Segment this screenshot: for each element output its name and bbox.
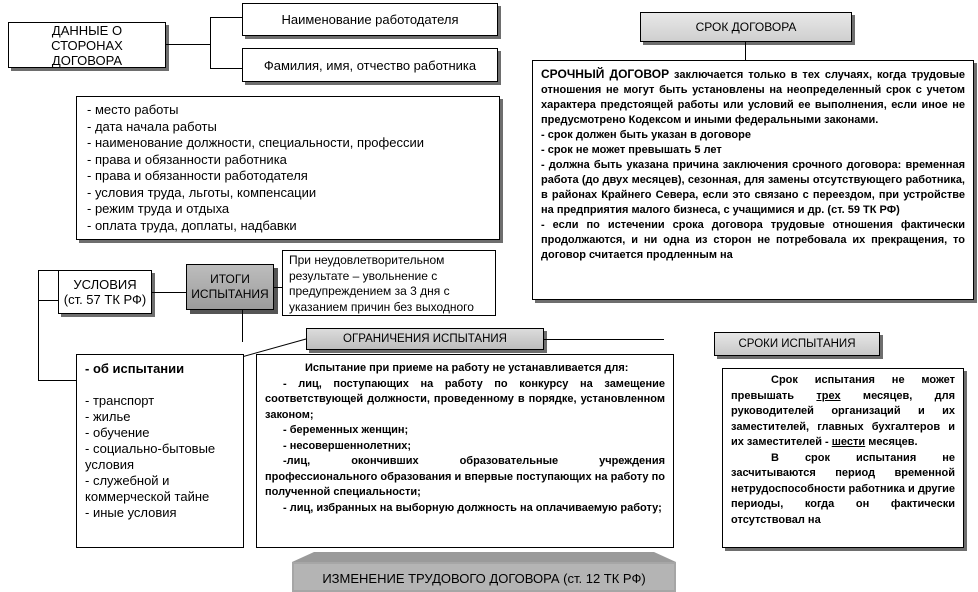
probation-limits-item: -лиц, окончивших образовательные учреждения профессионального образования и впервые поступающих на работу по полученной специальности; [265, 455, 665, 498]
employee-box [242, 48, 498, 82]
connector [544, 339, 664, 340]
probation-limits-item: - лиц, избранных на выборную должность на оплачиваемую работу; [283, 501, 662, 514]
other-conditions-box [76, 354, 244, 548]
probation-results-header [186, 264, 274, 310]
probation-results-title: ИТОГИ ИСПЫТАНИЯ [191, 272, 269, 301]
fixed-term-label: СРОЧНЫЙ ДОГОВОР [541, 67, 670, 81]
connector [38, 300, 58, 301]
contract-term-item: - если по истечении срока договора трудовые отношения фактически продолжаются, и ни одна из сторон не потребовала их прекращения, то договор считается продленным на [541, 219, 965, 261]
probation-terms-months-three: трех [816, 389, 841, 402]
probation-terms-text: Срок испытания не может превышать [731, 374, 955, 402]
probation-terms-text: месяцев. [865, 436, 918, 448]
probation-terms-p1 [731, 373, 955, 451]
other-conditions-list [85, 393, 235, 521]
contract-term-item: - срок должен быть указан в договоре [541, 129, 751, 141]
connector [210, 17, 211, 69]
connector [38, 270, 39, 380]
probation-terms-p2: В срок испытания не засчитываются период временной нетрудоспособности работника и другие периоды, когда он фактически отсутствовал на [731, 451, 955, 526]
connector [38, 380, 76, 381]
list-item: - оплата труда, доплаты, надбавки [87, 217, 297, 233]
probation-limits-item: - лиц, поступающих на работу по конкурсу на замещение соответствующей должности, проведенному в порядке, установленном законом; [265, 377, 665, 421]
list-item: - место работы [87, 102, 179, 117]
list-item: - дата начала работы [87, 118, 217, 134]
probation-limits-item: - беременных женщин; [283, 424, 409, 436]
list-item: - социально-бытовые условия [85, 441, 216, 472]
contract-term-box [532, 60, 974, 300]
probation-limits-title: ОГРАНИЧЕНИЯ ИСПЫТАНИЯ [343, 333, 507, 345]
contract-term-lead [541, 67, 965, 128]
list-item: - транспорт [85, 393, 155, 408]
list-item: - права и обязанности работника [87, 151, 287, 167]
list-item: - иные условия [85, 505, 177, 520]
employee-label: Фамилия, имя, отчество работника [263, 57, 477, 73]
list-item: - права и обязанности работодателя [87, 168, 308, 183]
probation-terms-months-six: шести [831, 436, 866, 448]
list-item: - наименование должности, специальности, профессии [87, 135, 424, 150]
probation-results-text: При неудовлетворительном результате – увольнение с предупреждением за 3 дня с указанием причин без выходного [289, 253, 474, 314]
parties-title: ДАННЫЕ О СТОРОНАХ ДОГОВОРА [51, 22, 123, 68]
probation-item: - об испытании [85, 361, 185, 376]
conditions-title: УСЛОВИЯ [73, 277, 137, 292]
contract-term-header [640, 12, 852, 42]
probation-limits-item: - несовершеннолетних; [283, 439, 412, 452]
contract-term-item: - должна быть указана причина заключения срочного договора: временная работа (до двух месяцев), сезонная, для замены отсутствующего работника, в районах Крайнего Севера, если это связано с переездом, при устройстве на предприятия малого бизнеса, с учащимися и др. (ст. 59 ТК РФ) [541, 159, 965, 216]
connector [166, 44, 210, 45]
contract-term-title: СРОК ДОГОВОРА [695, 20, 797, 34]
footer-title-box [292, 564, 676, 592]
terms-list-box [76, 96, 500, 240]
conditions-box [58, 270, 152, 314]
conditions-ref: (ст. 57 ТК РФ) [63, 292, 147, 307]
list-item: - условия труда, льготы, компенсации [87, 184, 317, 200]
connector [38, 270, 58, 271]
probation-terms-box [722, 368, 964, 548]
list-item: - обучение [85, 425, 150, 440]
employer-label: Наименование работодателя [281, 12, 459, 27]
employer-box [242, 3, 498, 36]
list-item: - режим труда и отдыха [87, 201, 230, 216]
connector [152, 292, 186, 293]
contract-term-item: - срок не может превышать 5 лет [541, 144, 722, 156]
parties-box [8, 22, 166, 68]
footer-title: ИЗМЕНЕНИЕ ТРУДОВОГО ДОГОВОРА (ст. 12 ТК РФ) [322, 570, 646, 586]
probation-limits-lead: Испытание при приеме на работу не устанавливается для: [305, 362, 629, 374]
terms-list [87, 102, 489, 234]
connector [274, 287, 282, 288]
probation-terms-header [714, 332, 880, 356]
probation-limits-header [306, 328, 544, 350]
list-item: - служебной и коммерческой тайне [85, 473, 210, 504]
connector [210, 17, 242, 18]
list-item: - жилье [85, 409, 131, 424]
probation-results-box [282, 250, 496, 316]
fixed-term-text: заключается только в тех случаях, когда трудовые отношения не могут быть установлены на неопределенный срок с учетом характера предстоящей работы или условий ее выполнения, если иное не предусмотрено Кодексом и иными федеральными законами. [541, 69, 966, 126]
probation-terms-title: СРОКИ ИСПЫТАНИЯ [738, 338, 856, 350]
connector [745, 42, 746, 60]
connector [210, 68, 242, 69]
probation-terms-text: месяцев, для руководителей организаций и их заместителей, главных бухгалтеров и их заместителей - [731, 389, 955, 448]
probation-limits-box [256, 354, 674, 548]
